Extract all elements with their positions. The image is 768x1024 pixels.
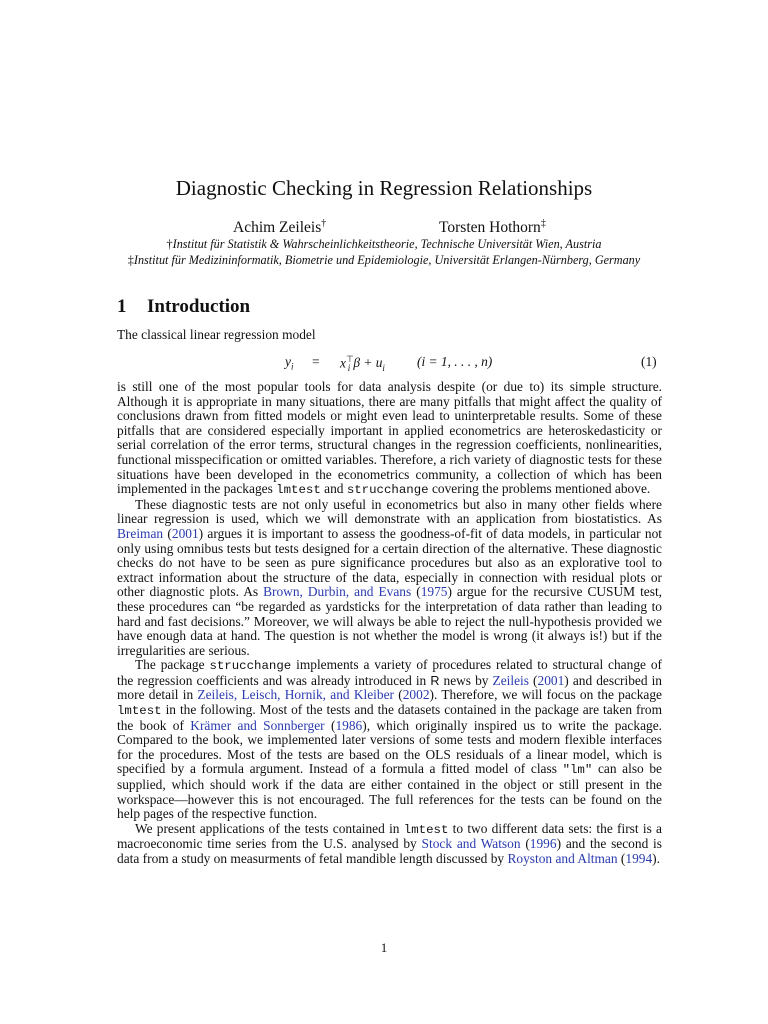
citation-link[interactable]: 1996 (529, 836, 557, 852)
citation-link[interactable]: Royston and Altman (507, 851, 618, 866)
paper-title: Diagnostic Checking in Regression Relationships (175, 176, 593, 200)
affiliation-erlangen: ‡Institut für Medizininformatik, Biometrie und Epidemiologie, Universität Erlangen-Nürnberg, Germany (127, 253, 641, 267)
section-number: 1 (117, 296, 127, 317)
paragraph-3: The package strucchange implements a variety of procedures related to structural change of the regression coefficients and was already introduced in R news by Zeileis (2001) and described in more detail in Zeileis, Leisch, Hornik, and Kleiber (2002). Therefore, we will focus on the package lmtest in the following. Most of the tests and the datasets contained in the package are taken from the book of Krämer and Sonnberger (1986), which originally inspired us to write the package. Compared to the book, we implemented later versions of some tests and modern flexible interfaces for the procedures. Most of the tests are based on the OLS residuals of a linear model, which is specified by a formula argument. Instead of a formula a fitted model of class "lm" can also be supplied, which should work if the data are either contained in the object or still present in the workspace—however this is not encouraged. The full references for the tests can be found on the help pages of the respective function. (117, 657, 663, 822)
page-number: 1 (380, 940, 388, 955)
citation-link[interactable]: 2001 (171, 525, 199, 541)
citation-link[interactable]: 2002 (402, 687, 430, 703)
paragraph-2: These diagnostic tests are not only useful in econometrics but also in many other fields where linear regression is used, which we will demonstrate with an application from biostatistics. As Breiman (2001) argues it is important to assess the goodness-of-fit of data models, in particular not only using omnibus tests but tests designed for a certain direction of the alternative. These diagnostic checks do not have to be seen as pure significance procedures but also as an explorative tool to extract information about the structure of the data, especially in connection with residual plots or other diagnostic plots. As Brown, Durbin, and Evans (1975) argue for the recursive CUSUM test, these procedures can “be regarded as yardsticks for the interpretation of data rather than leading to hard and fast decisions.” Moreover, we will always be able to reject the null-hypothesis provided we have enough data at hand. The question is not whether the model is wrong (it always is!) but if the irregularities are serious. (117, 496, 663, 658)
section-title: Introduction (147, 296, 251, 317)
citation-link[interactable]: Krämer and Sonnberger (190, 717, 325, 733)
author-zeileis: Achim Zeileis† (233, 218, 327, 237)
affiliation-tu-wien: †Institut für Statistik & Wahrscheinlichkeitstheorie, Technische Universität Wien, Austria (166, 237, 602, 251)
intro-line: The classical linear regression model (117, 327, 316, 342)
citation-link[interactable]: Breiman (117, 525, 164, 541)
body-text (117, 380, 662, 867)
paragraph-1: is still one of the most popular tools for data analysis despite (or due to) its simple structure. Although it is appropriate in many situations, there are many pitfalls that might affect the quality of conclusions drawn from fitted models or might even lead to uninterpretable results. Some of these pitfalls that are considered especially important in applied econometrics are heteroskedasticity or serial correlation of the error terms, structural changes in the regression coefficients, nonlinearities, functional misspecification or omitted variables. Therefore, a rich variety of diagnostic tests for these situations have been developed in the econometrics community, a collection of which has been implemented in the packages lmtest and strucchange covering the problems mentioned above. (117, 379, 662, 498)
citation-link[interactable]: 1986 (335, 717, 363, 733)
section-heading (117, 296, 250, 318)
citation-link[interactable]: 2001 (537, 672, 565, 688)
equation-1: $y_i$ = $x^⊤_i$ $\beta + u_i$ (i = 1, . . . , n) (1) (285, 354, 657, 374)
author-hothorn: Torsten Hothorn‡ (439, 218, 546, 237)
citation-link[interactable]: Zeileis, Leisch, Hornik, and Kleiber (197, 687, 395, 703)
citation-link[interactable]: Zeileis (492, 672, 529, 688)
paragraph-4: We present applications of the tests contained in lmtest to two different data sets: the first is a macroeconomic time series from the U.S. analysed by Stock and Watson (1996) and the second is data from a study on measurments of fetal mandible length discussed by Royston and Altman (1994). (117, 820, 663, 866)
author-list (0, 218, 768, 238)
citation-link[interactable]: 1994 (625, 851, 653, 866)
equation-number: (1) (641, 354, 657, 369)
citation-link[interactable]: Brown, Durbin, and Evans (263, 584, 412, 600)
citation-link[interactable]: 1975 (420, 584, 448, 600)
citation-link[interactable]: Stock and Watson (421, 836, 521, 852)
